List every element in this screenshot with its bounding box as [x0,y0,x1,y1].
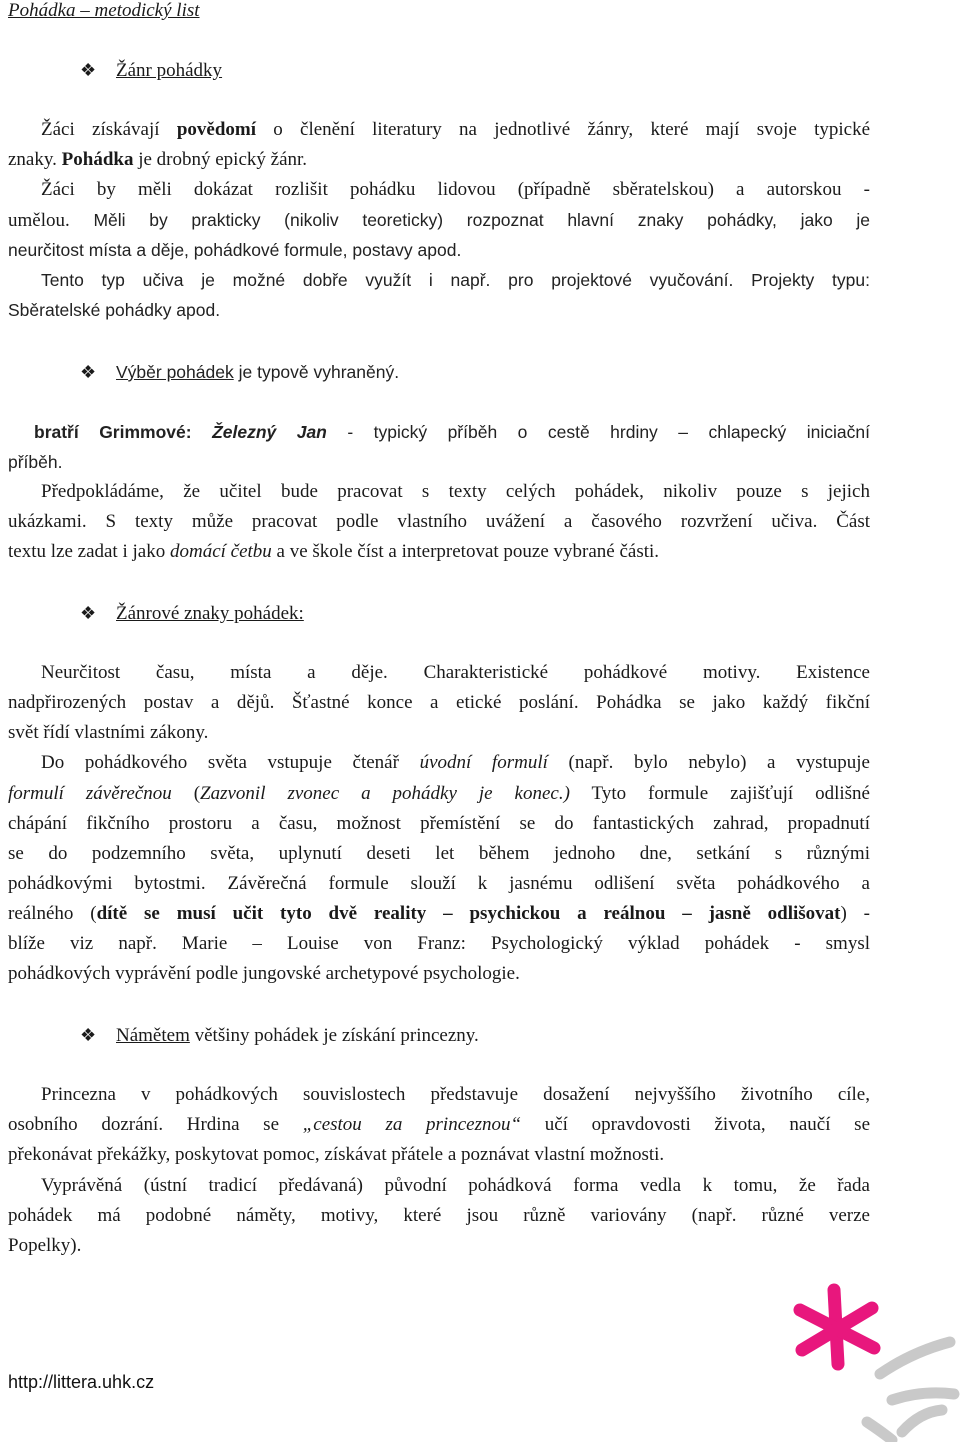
diamond-bullet-icon: ❖ [80,1025,97,1045]
paragraph-line: Předpokládáme, že učitel bude pracovat s texty celých pohádek, nikoliv pouze s jejich [41,481,870,502]
paragraph-line: umělou. Měli by prakticky (nikoliv teoreticky) rozpoznat hlavní znaky pohádky, jako je [8,210,870,231]
paragraph-line: pohádkovými bytostmi. Závěrečná formule slouží k jasnému odlišení světa pohádkového a [8,873,870,894]
paragraph-line: neurčitost místa a děje, pohádkové formule, postavy apod. [8,240,462,260]
paragraph-line: Sběratelské pohádky apod. [8,300,221,320]
paragraph-line: chápání fikčního prostoru a času, možnost přemístění se do fantastických zahrad, propadnutí [8,813,870,834]
paragraph-line: bratří Grimmové: Železný Jan - typický příběh o cestě hrdiny – chlapecký iniciační [34,422,870,442]
footer-url[interactable]: http://littera.uhk.cz [8,1372,155,1392]
paragraph-line: formulí závěrečnou (Zazvonil zvonec a pohádky je konec.) Tyto formule zajišťují odlišné [8,783,870,804]
paragraph-line: textu lze zadat i jako domácí četbu a ve škole číst a interpretovat pouze vybrané části. [8,541,660,562]
paragraph-line: pohádek má podobné náměty, motivy, které jsou různě variovány (např. různé verze [8,1205,870,1226]
paragraph-line: překonávat překážky, poskytovat pomoc, získávat přátele a poznávat vlastní možnosti. [8,1144,665,1165]
diamond-bullet-icon: ❖ [80,60,97,80]
paragraph-line: Tento typ učiva je možné dobře využít i např. pro projektové vyučování. Projekty typu: [41,270,870,290]
paragraph-line: Vyprávěná (ústní tradicí předávaná) původní pohádková forma vedla k tomu, že řada [41,1175,870,1196]
paragraph-line: osobního dozrání. Hrdina se „cestou za princeznou“ učí opravdovosti života, naučí se [8,1114,870,1135]
paragraph-line: blíže viz např. Marie – Louise von Franz: Psychologický výklad pohádek - smysl [8,933,870,954]
paragraph-line: Popelky). [8,1235,82,1256]
diamond-bullet-icon: ❖ [80,603,97,623]
paragraph-line: Žáci získávají povědomí o členění literatury na jednotlivé žánry, které mají svoje typické [41,119,871,140]
paragraph-line: znaky. Pohádka je drobný epický žánr. [8,149,308,170]
paragraph-line: ukázkami. S texty může pracovat podle vlastního uvážení a časového rozvržení učiva. Část [8,511,870,532]
paragraph-line: reálného (dítě se musí učit tyto dvě reality – psychickou a reálnou – jasně odlišovat) - [8,903,870,924]
paragraph-line: svět řídí vlastními zákony. [8,722,209,743]
paragraph-line: se do podzemního světa, uplynutí deseti let během jednoho dne, setkání s různými [8,843,870,864]
page-title: Pohádka – metodický list [8,0,200,21]
paragraph-line: příběh. [8,452,63,472]
paragraph-line: Do pohádkového světa vstupuje čtenář úvodní formulí (např. bylo nebylo) a vystupuje [41,752,870,773]
paragraph-line: pohádkových vyprávění podle jungovské archetypové psychologie. [8,963,520,984]
paragraph-line: nadpřirozených postav a dějů. Šťastné konce a etické poslání. Pohádka se jako každý fikční [8,692,870,713]
section-heading-zanr: ❖ Žánr pohádky [80,55,222,85]
paragraph-line: Neurčitost času, místa a děje. Charakteristické pohádkové motivy. Existence [41,662,870,683]
diamond-bullet-icon: ❖ [80,362,97,382]
section-heading-namet: ❖ Námětem většiny pohádek je získání princezny. [80,1020,479,1050]
paragraph-line: Žáci by měli dokázat rozlišit pohádku lidovou (případně sběratelskou) a autorskou - [41,179,870,200]
littera-logo-icon [782,1282,960,1442]
section-heading-vyber: ❖ Výběr pohádek je typově vyhraněný. [80,357,399,387]
paragraph-line: Princezna v pohádkových souvislostech představuje dosažení nejvyššího životního cíle, [41,1084,870,1105]
section-heading-znaky: ❖ Žánrové znaky pohádek: [80,598,304,628]
